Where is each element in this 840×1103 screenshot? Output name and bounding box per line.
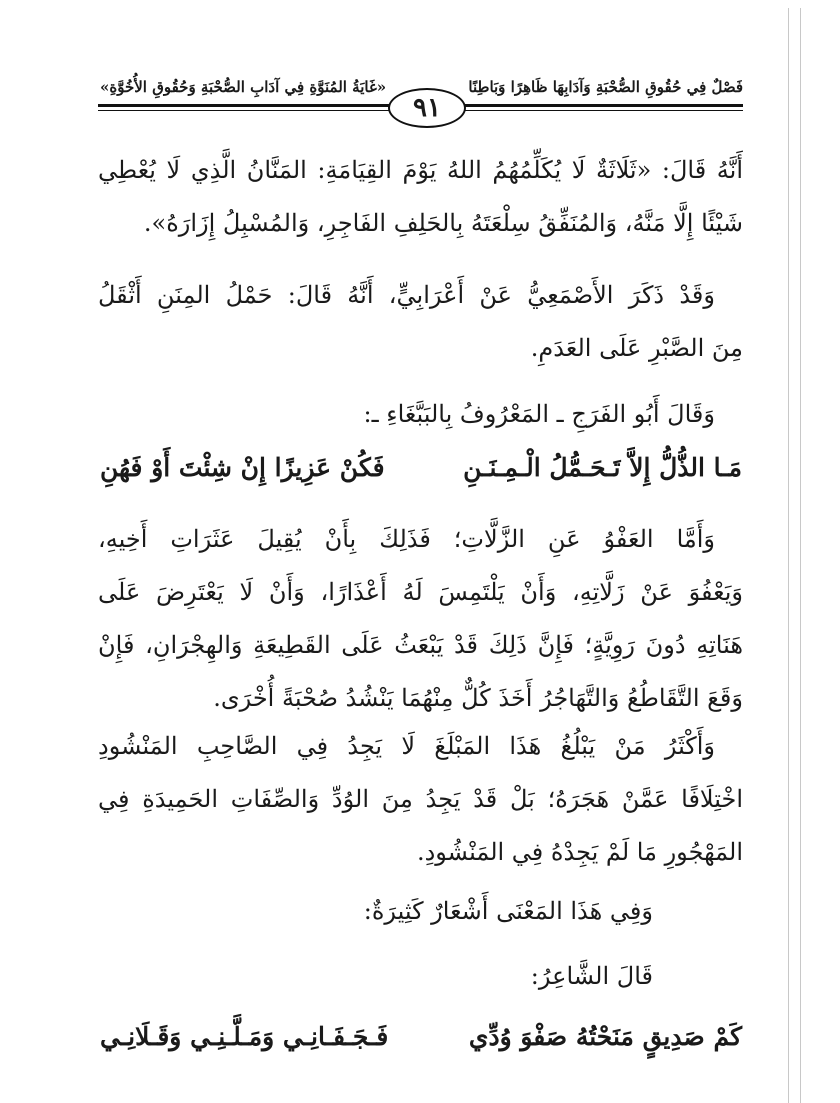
paragraph-1 [98, 144, 743, 250]
page-edge-line [800, 8, 801, 1103]
text-line: وَقَعَ التَّقَاطُعُ وَالتَّهَاجُرُ أَخَذَ كُلٌّ مِنْهُمَا يَنْشُدُ صُحْبَةً أُخْرَى. [213, 684, 743, 712]
page-number: ٩١ [388, 88, 466, 128]
verse-second-hemistich: فَكُنْ عَزِيزًا إِنْ شِئْتَ أَوْ فَهُنِ [100, 453, 385, 482]
verse-second-hemistich: فَـجَـفَـانِـي وَمَـلَّـنِـي وَقَـلَانِـي [100, 1022, 389, 1051]
paragraph-4 [98, 513, 743, 725]
book-title-header: «غَايَةُ المُنَوَّةِ فِي آدَابِ الصُّحْبَةِ وَحُقُوقِ الأُخُوَّةِ» [100, 78, 387, 96]
text-line: اخْتِلَافًا عَمَّنْ هَجَرَهُ؛ بَلْ قَدْ يَجِدُ مِنَ الوُدِّ وَالصِّفَاتِ الحَمِيدَةِ فِي [98, 785, 743, 813]
text-line: وَأَمَّا العَفْوُ عَنِ الزَّلَّاتِ؛ فَذَلِكَ بِأَنْ يُقِيلَ عَثَرَاتِ أَخِيهِ، [98, 525, 715, 553]
text-line: شَيْئًا إِلَّا مَنَّهُ، وَالمُنَفِّقُ سِلْعَتَهُ بِالحَلِفِ الفَاجِرِ، وَالمُسْبِلُ إِزَارَهُ». [143, 209, 743, 237]
verse-first-hemistich: مَـا الذُّلُّ إِلاَّ تَـحَـمُّلُ الْـمِـنَـنِ [463, 453, 742, 482]
paragraph-2 [98, 269, 743, 375]
paragraph-3 [98, 388, 743, 441]
verse-1 [100, 453, 742, 482]
text-line: وَيَعْفُوَ عَنْ زَلَّاتِهِ، وَأَنْ يَلْتَمِسَ لَهُ أَعْذَارًا، وَأَنْ لَا يَعْتَرِضَ عَلَى [98, 578, 743, 606]
paragraph-5 [98, 720, 743, 879]
text-line: وَقَالَ أَبُو الفَرَجِ ـ المَعْرُوفُ بِالبَبَّغَاءِ ـ: [363, 400, 715, 428]
verse-first-hemistich: كَمْ صَدِيقٍ مَنَحْتُهُ صَفْوَ وُدِّي [468, 1022, 742, 1051]
text-line: المَهْجُورِ مَا لَمْ يَجِدْهُ فِي المَنْشُودِ. [416, 838, 743, 866]
verse-2 [100, 1022, 742, 1051]
text-line: قَالَ الشَّاعِرُ: [530, 962, 653, 990]
text-line: مِنَ الصَّبْرِ عَلَى العَدَمِ. [530, 334, 743, 362]
page-edge-line [788, 8, 789, 1103]
text-line: أَنَّهُ قَالَ: «ثَلَاثَةٌ لَا يُكَلِّمُهُمُ اللهُ يَوْمَ القِيَامَةِ: المَنَّانُ الَّذِي لَا يُعْطِي [98, 156, 743, 184]
paragraph-6 [98, 885, 743, 938]
text-line: وَفِي هَذَا المَعْنَى أَشْعَارٌ كَثِيرَةٌ: [363, 897, 653, 925]
text-line: وَقَدْ ذَكَرَ الأَصْمَعِيُّ عَنْ أَعْرَابِيٍّ، أَنَّهُ قَالَ: حَمْلُ المِنَنِ أَثْقَلُ [98, 281, 715, 309]
chapter-title-header: فَصْلٌ فِي حُقُوقِ الصُّحْبَةِ وَآدَابِهَا ظَاهِرًا وَبَاطِنًا [468, 78, 743, 96]
text-line: وَأَكْثَرُ مَنْ يَبْلُغُ هَذَا المَبْلَغَ لَا يَجِدُ فِي الصَّاحِبِ المَنْشُودِ [98, 732, 715, 760]
paragraph-7 [98, 950, 743, 1003]
text-line: هَنَاتِهِ دُونَ رَوِيَّةٍ؛ فَإِنَّ ذَلِكَ قَدْ يَبْعَثُ عَلَى القَطِيعَةِ وَالهِجْرَانِ، فَإِنْ [98, 631, 743, 659]
